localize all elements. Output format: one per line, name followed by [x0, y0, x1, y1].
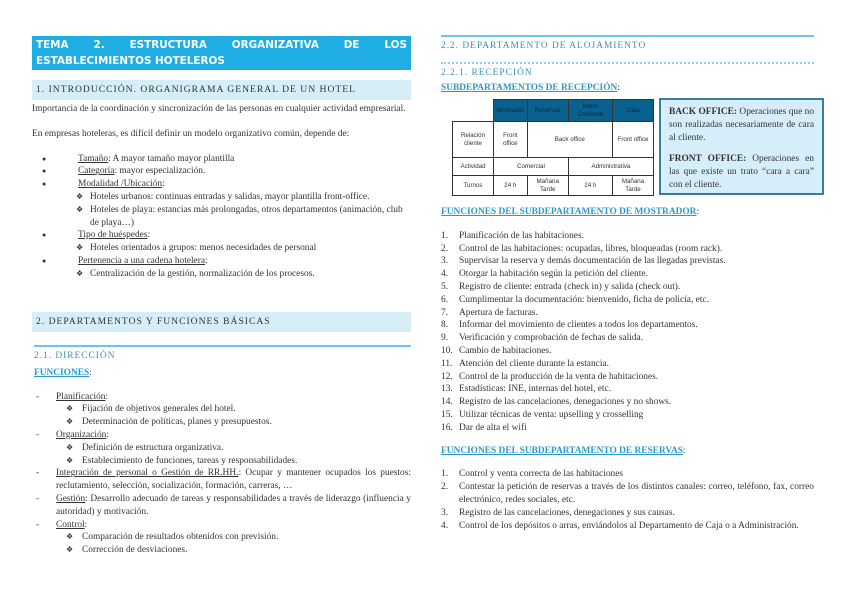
document-title — [32, 36, 411, 70]
item-text: : mayor especialización. — [114, 166, 206, 177]
numbered-item — [441, 481, 814, 507]
item-number: 1. — [441, 230, 449, 241]
numbered-item — [441, 396, 814, 409]
reservas-heading: FUNCIONES DEL SUBDEPARTAMENTO DE RESERVAS — [441, 445, 683, 456]
numbered-item — [441, 332, 814, 345]
item-text: Control de las habitaciones: ocupadas, libres, bloqueadas (room rack). — [459, 243, 723, 254]
section-2-heading: 2. DEPARTAMENTOS Y FUNCIONES BÁSICAS — [32, 312, 411, 332]
item-number: 2. — [441, 243, 449, 254]
subdepartamentos-heading: SUBDEPARTAMENTOS DE RECEPCIÓN — [441, 83, 618, 93]
item-label: Categoría — [78, 166, 115, 177]
office-definitions-box — [659, 98, 824, 195]
item-text: : A mayor tamaño mayor plantilla — [108, 153, 235, 164]
list-item — [34, 493, 411, 519]
item-text: Apertura de facturas. — [459, 307, 538, 318]
list-item — [32, 165, 411, 178]
item-text: Control de los depósitos o arras, enviándolos al Departamento de Caja o a Administración. — [459, 520, 799, 531]
table-cell: Comercial — [494, 158, 569, 176]
subsection-alojamiento: 2.2. DEPARTAMENTO DE ALOJAMIENTO — [441, 35, 814, 53]
table-cell: Mañana Tarde — [527, 176, 568, 196]
item-text: : — [205, 255, 208, 266]
item-text: Control de la producción de la venta de habitaciones. — [459, 371, 659, 382]
subsection-recepcion: 2.2.1. RECEPCIÓN — [441, 62, 814, 80]
list-item — [32, 153, 411, 166]
numbered-item — [441, 243, 814, 256]
numbered-item — [441, 230, 814, 243]
numbered-item — [441, 383, 814, 396]
table-cell: Administrativa — [568, 158, 653, 176]
sub-list-item: ❖ Comparación de resultados obtenidos con previsión. — [34, 531, 411, 544]
item-text: : Desarrollo adecuado de tareas y responsabilidades a través de liderazgo (influencia y autoridad) y motivación. — [56, 493, 411, 517]
item-number: 16. — [441, 422, 453, 433]
numbered-item — [441, 294, 814, 307]
item-label: Tamaño — [78, 153, 109, 164]
item-text: : — [106, 429, 109, 440]
header-mostrador: Mostrador — [494, 100, 528, 122]
title-line-2: ESTABLECIMIENTOS HOTELEROS — [36, 55, 225, 67]
back-office-text: Operaciones que no son realizadas necesariamente de cara al cliente. — [669, 107, 815, 143]
subsection-direccion: 2.1. DIRECCIÓN — [34, 345, 411, 363]
table-cell: Front office — [613, 122, 654, 158]
item-number: 14. — [441, 397, 453, 408]
title-line-1: TEMA 2. ESTRUCTURA ORGANIZATIVA DE LOS — [36, 39, 407, 51]
list-item — [32, 255, 411, 268]
numbered-item — [441, 468, 814, 481]
item-number: 3. — [441, 256, 449, 267]
list-item — [32, 178, 411, 191]
item-text: Informar del movimiento de clientes a todos los departamentos. — [459, 320, 698, 331]
numbered-item — [441, 268, 814, 281]
item-text: Planificación de las habitaciones. — [459, 230, 584, 241]
mostrador-heading: FUNCIONES DEL SUBDEPARTAMENTO DE MOSTRADOR — [441, 207, 697, 217]
row-label: Turnos — [453, 176, 494, 196]
item-text: Registro de cliente: entrada (check in) y salida (check out). — [459, 281, 681, 292]
numbered-item — [441, 358, 814, 371]
item-text: Dar de alta el wifi — [459, 422, 527, 433]
item-text: Supervisar la reserva y demás documentación de las llegadas previstas. — [459, 256, 726, 267]
item-text: Otorgar la habitación según la petición del cliente. — [459, 269, 648, 280]
sub-list-item: ❖ Corrección de desviaciones. — [34, 544, 411, 557]
item-number: 8. — [441, 320, 449, 331]
item-text: Cumplimentar la documentación: bienvenido, ficha de policía, etc. — [459, 294, 709, 305]
list-item — [34, 429, 411, 442]
numbered-item — [441, 255, 814, 268]
table-cell: Back office — [527, 122, 612, 158]
item-label: Tipo de huéspedes — [78, 230, 148, 241]
item-number: 1. — [441, 469, 449, 480]
numbered-item — [441, 507, 814, 520]
item-label: Planificación — [56, 391, 106, 402]
item-text: Contestar la petición de reservas a través de los distintos canales: correo, teléfono, fax, correo electrónico, redes sociales, etc. — [459, 482, 814, 505]
list-item — [34, 519, 411, 532]
item-number: 12. — [441, 371, 453, 382]
item-text: : — [162, 179, 165, 190]
sub-list-item: ❖ Hoteles urbanos: continuas entradas y salidas, mayor plantilla front-office. — [32, 191, 411, 204]
item-label: Integración de personal o Gestión de RR.HH. — [56, 468, 239, 479]
reservas-functions-list — [441, 468, 814, 532]
list-item — [34, 467, 411, 493]
sub-list-item: ❖ Hoteles orientados a grupos: menos necesidades de personal — [32, 242, 411, 255]
front-office-text: Operaciones en las que existe un trato “cara a cara” con el cliente. — [669, 154, 814, 190]
item-number: 15. — [441, 409, 453, 420]
item-text: : — [84, 519, 88, 530]
item-label: Control — [56, 519, 85, 530]
item-label: Organización — [56, 429, 107, 440]
numbered-item — [441, 422, 814, 435]
front-office-label: FRONT OFFICE: — [669, 154, 747, 164]
section-1-heading: 1. INTRODUCCIÓN. ORGANIGRAMA GENERAL DE UN HOTEL — [32, 80, 411, 100]
item-text: Control y venta correcta de las habitaciones — [459, 469, 623, 480]
mostrador-functions-list — [441, 230, 814, 435]
depends-paragraph: En empresas hoteleras, es difícil definir un modelo organizativo común, depende de: — [32, 128, 350, 139]
intro-paragraph: Importancia de la coordinación y sincronización de las personas en cualquier actividad empresarial. — [32, 104, 406, 114]
numbered-item — [441, 307, 814, 320]
list-item — [34, 391, 411, 404]
item-number: 2. — [441, 482, 449, 493]
item-text: Utilizar técnicas de venta: upselling y crosselling — [459, 409, 644, 420]
sub-list-item: ❖ Fijación de objetivos generales del hotel. — [34, 403, 411, 416]
header-caja: Caja — [613, 100, 654, 122]
item-number: 6. — [441, 294, 449, 305]
table-cell: 24 h — [568, 176, 612, 196]
header-reservas: Reservas — [527, 100, 568, 122]
item-number: 11. — [441, 358, 453, 369]
item-text: Atención del cliente durante la estancia. — [459, 358, 609, 369]
item-number: 3. — [441, 507, 449, 518]
numbered-item — [441, 371, 814, 384]
header-mano-corriente: Mano Corriente — [568, 100, 612, 122]
numbered-item — [441, 281, 814, 294]
item-number: 7. — [441, 307, 449, 318]
item-label: Pertenencia a una cadena hotelera — [78, 255, 206, 266]
item-text: Registro de las cancelaciones, denegaciones y sus causas. — [459, 507, 675, 518]
sub-list-item: ❖ Determinación de políticas, planes y presupuestos. — [34, 416, 411, 429]
row-label: Relación cliente — [453, 122, 494, 158]
item-number: 9. — [441, 333, 449, 344]
table-cell: Mañana Tarde — [613, 176, 654, 196]
subdepartments-table — [452, 99, 654, 196]
item-number: 10. — [441, 345, 453, 356]
sub-list-item: ❖ Hoteles de playa: estancias más prolongadas, otros departamentos (animación, club de playa…) — [32, 204, 411, 230]
numbered-item — [441, 520, 814, 533]
item-text: Registro de las cancelaciones, denegaciones y no shows. — [459, 397, 672, 408]
item-number: 4. — [441, 269, 449, 280]
item-number: 13. — [441, 384, 453, 395]
list-item — [32, 229, 411, 242]
sub-list-item: ❖ Definición de estructura organizativa. — [34, 442, 411, 455]
funciones-heading: FUNCIONES — [34, 367, 90, 378]
sub-list-item: ❖ Centralización de la gestión, normalización de los procesos. — [32, 268, 411, 281]
row-label: Actividad — [453, 158, 494, 176]
item-text: : — [147, 230, 151, 241]
item-text: : — [105, 391, 109, 402]
direccion-functions-list — [34, 391, 411, 557]
item-number: 5. — [441, 281, 449, 292]
item-label: Modalidad /Ubicación — [78, 179, 163, 190]
numbered-item — [441, 409, 814, 422]
numbered-item — [441, 345, 814, 358]
item-text: : Ocupar y mantener ocupados los puestos: reclutamiento, selección, socialización, formación, carreras, … — [56, 468, 412, 492]
item-label: Gestión — [56, 493, 86, 504]
table-cell: Front office — [494, 122, 528, 158]
table-cell: 24 h — [494, 176, 528, 196]
sub-list-item: ❖ Establecimiento de funciones, tareas y responsabilidades. — [34, 455, 411, 468]
item-text: Estadísticas: INE, internas del hotel, etc. — [459, 384, 612, 395]
item-text: Verificación y comprobación de fechas de salida. — [459, 333, 644, 344]
item-text: Cambio de habitaciones. — [459, 345, 552, 356]
back-office-label: BACK OFFICE: — [669, 107, 738, 117]
item-number: 4. — [441, 520, 449, 531]
factors-list — [32, 153, 411, 281]
numbered-item — [441, 319, 814, 332]
